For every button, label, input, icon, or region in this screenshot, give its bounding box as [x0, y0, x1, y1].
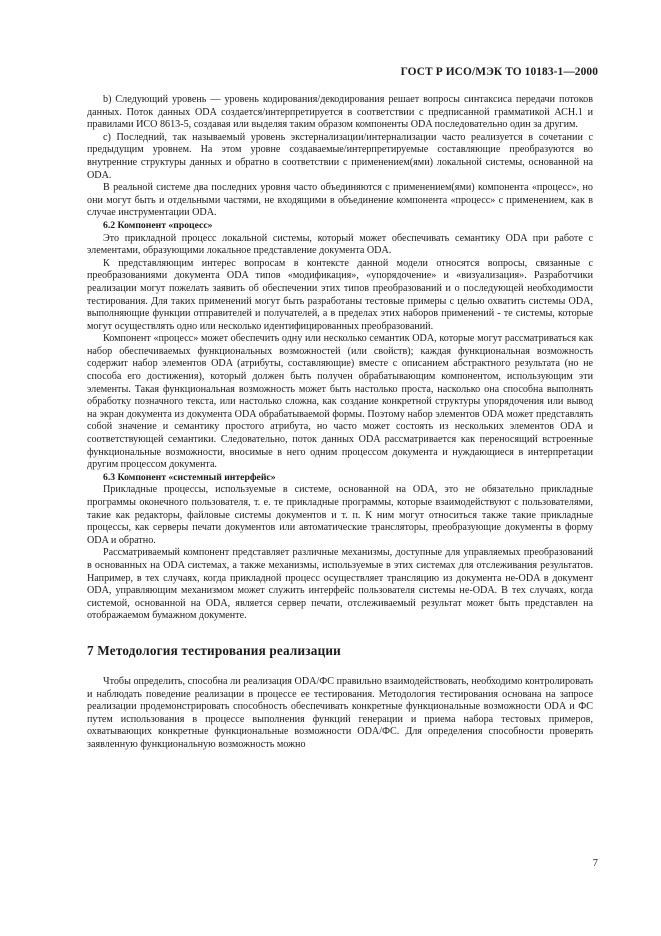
section-7-heading: 7 Методология тестирования реализации: [87, 642, 341, 658]
paragraph-real-system: В реальной системе два последних уровня часто объединяются с применением(ями) компонента «процесс», но они могут быть и отдельными частями, не входящими в объединение компонента «процесс» с применением, как в случае инструментации ODA.: [87, 182, 593, 219]
section-6-3-paragraph: Прикладные процессы, используемые в системе, основанной на ODA, это не обязательно прикладные программы оконечного пользователя, т. е. те прикладные программы, которые взаимодействуют с пользователями, такие как редакторы, файловые системы документов и т. п. К ним могут относиться также такие прикладные процессы, как серверы печати документов или автоматические трансляторы, преобразующие документы в форму ODA и обратно.: [87, 484, 593, 546]
section-6-2-heading: 6.2 Компонент «процесс»: [103, 219, 213, 231]
section-6-2-paragraph: Компонент «процесс» может обеспечить одну или несколько семантик ODA, которые могут рассматриваться как набор обеспечиваемых функциональных возможностей (или свойств); каждая функциональная возможность содержит набор элементов ODA (атрибуты, составляющие) вместе с описанием абстрактного результата (но не способа его достижения), который должен быть получен обрабатывающим компонентом, использующим эти элементы. Такая функциональная возможность может быть настолько проста, насколько она способна выполнять обработку позначного текста, или настолько сложна, как создание конкретной структуры упорядочения или вывод на экран документа из документа ODA обрабатываемой формы. Поэтому набор элементов ODA может представлять собой значение и семантику простого атрибута, но часто может состоять из нескольких элементов ODA и соответствующей семантики. Следовательно, поток данных ODA рассматривается как переносящий встроенные функциональные возможности, вносимые в него одним процессом документа и нуждающиеся в интерпретации другим процессом документа.: [87, 333, 593, 471]
section-7-paragraph: Чтобы определить, способна ли реализация ODA/ФС правильно взаимодействовать, необходимо контролировать и наблюдать поведение реализации в процессе ее тестирования. Методология тестирования основана на запросе реализации продемонстрировать способность обеспечивать конкретные функциональные возможности ODA и ФС путем использования в процессе выполнения функций генерации и приема набора тестовых примеров, охватывающих конкретные функциональные возможности ODA/ФС. Для определения способности проверять заявленную функциональную возможность можно: [87, 675, 593, 750]
document-body: [87, 94, 593, 752]
paragraph-c: с) Последний, так называемый уровень экстернализации/интернализации часто реализуется в сочетании с предыдущим уровнем. На этом уровне создаваемые/интерпретируемые составляющие преобразуются во внутренние структуры данных и обратно в соответствии с применением(ями) локальной системы, основанной на ODA.: [87, 131, 593, 181]
section-6-3-heading: 6.3 Компонент «системный интерфейс»: [103, 471, 276, 483]
section-6-3-paragraph: Рассматриваемый компонент представляет различные механизмы, доступные для управляемых преобразований в основанных на ODA системах, а также механизмы, используемые в этих системах для отслеживания результатов. Например, в тех случаях, когда прикладной процесс осуществляет трансляцию из документа не-ODA в документ ODA, управляющим механизмом может служить интерфейс пользователя системы не-ODA. В тех случаях, когда системой, основанной на ODA, является сервер печати, отслеживаемый результат может быть представлен на отображаемом бумажном документе.: [87, 547, 593, 622]
page-number: 7: [592, 858, 598, 869]
paragraph-b: b) Следующий уровень — уровень кодирования/декодирования решает вопросы синтаксиса передачи потоков данных. Поток данных ODA создается/интерпретируется в соответствии с предписанной грамматикой АСН.1 и правилами ИСО 8613-5, создавая или выделяя таким образом компоненты ODA последовательно один за другим.: [87, 94, 593, 131]
section-6-2-paragraph: Это прикладной процесс локальной системы, который может обеспечивать семантику ODA при работе с элементами, образующими локальное представление документа ODA.: [87, 232, 593, 257]
section-6-2-paragraph: К представляющим интерес вопросам в контексте данной модели относятся вопросы, связанные с преобразованиями документа ODA типов «модификация», «упорядочение» и «визуализация». Разработчики реализации могут пожелать заявить об обеспечении этих типов преобразований и о последующей необходимости тестирования. Для таких применений могут быть разработаны тестовые примеры с целью охватить системы ODA, выполняющие функции отправителей и получателей, а в пределах этих наборов применений - те системы, которые могут осуществлять одно или несколько идентифицированных преобразований.: [87, 257, 593, 332]
standard-header: ГОСТ Р ИСО/МЭК ТО 10183-1—2000: [400, 66, 598, 78]
